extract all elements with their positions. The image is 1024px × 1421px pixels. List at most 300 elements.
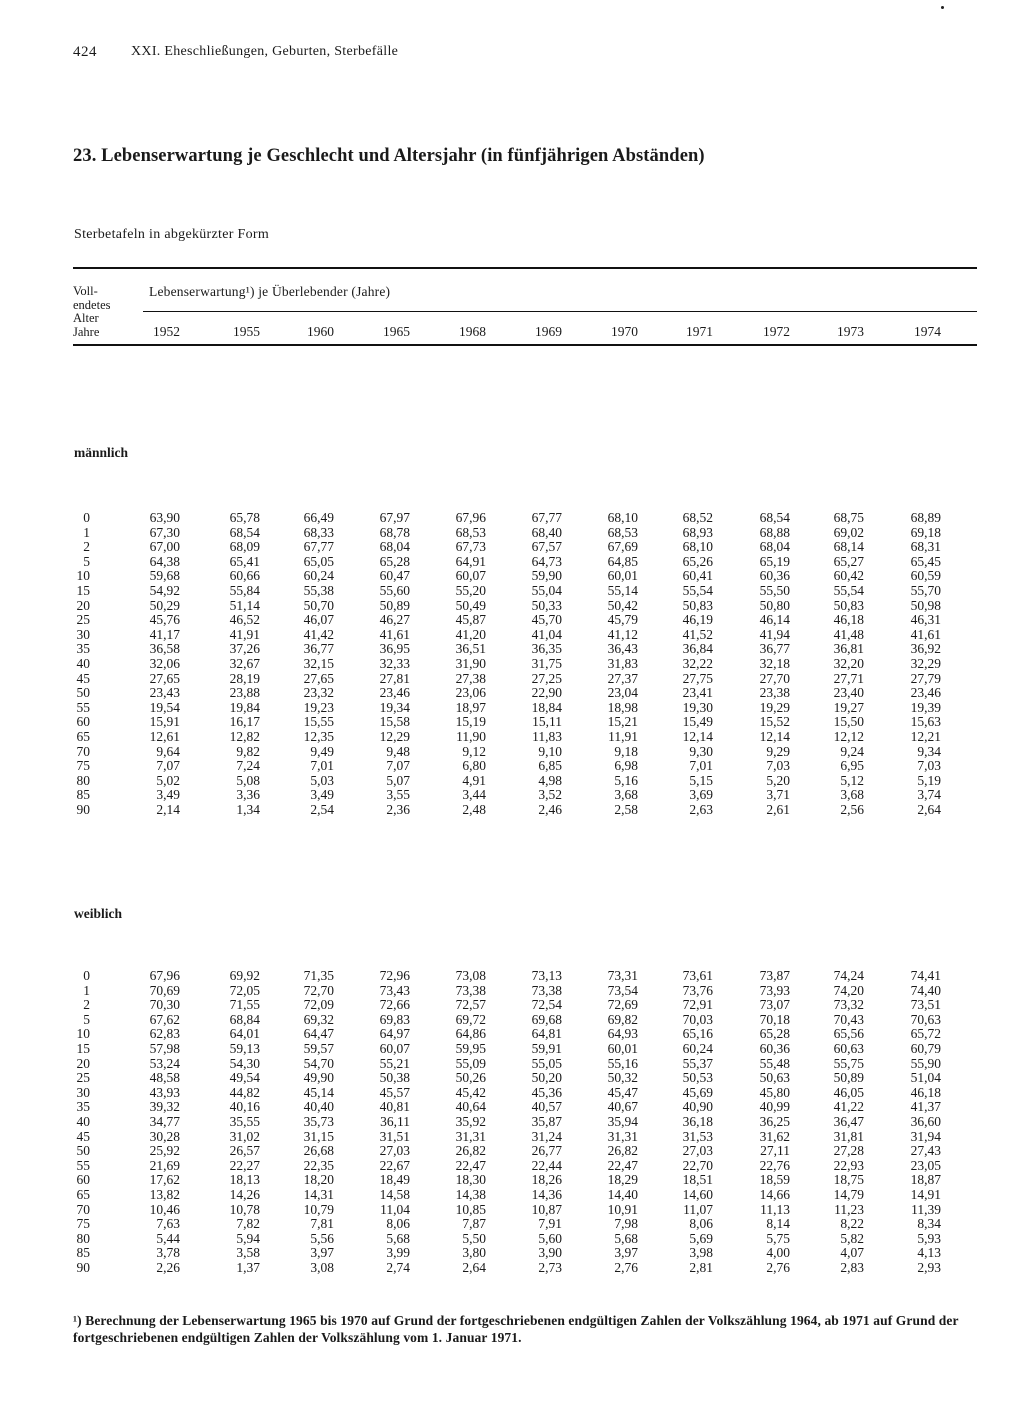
- value-cell: 60,01: [607, 568, 638, 584]
- value-cell: 59,13: [229, 1040, 260, 1056]
- value-cell: 45,79: [607, 612, 638, 628]
- column-group-head: Lebenserwartung¹) je Überlebender (Jahre): [149, 284, 391, 299]
- age-cell: 5: [83, 553, 90, 569]
- value-cell: 10,79: [303, 1201, 334, 1217]
- value-cell: 60,42: [833, 568, 864, 584]
- value-cell: 36,95: [379, 641, 410, 657]
- value-cell: 36,77: [759, 641, 790, 657]
- value-cell: 27,03: [682, 1143, 713, 1159]
- value-cell: 2,63: [689, 801, 713, 817]
- value-cell: 10,85: [455, 1201, 486, 1217]
- table-row: [0, 745, 1024, 760]
- table-row: [0, 569, 1024, 584]
- value-cell: 41,12: [607, 626, 638, 642]
- value-cell: 50,33: [531, 597, 562, 613]
- value-cell: 13,82: [149, 1186, 180, 1202]
- value-cell: 27,75: [682, 670, 713, 686]
- value-cell: 68,14: [833, 539, 864, 555]
- value-cell: 3,80: [462, 1245, 486, 1261]
- value-cell: 69,82: [607, 1011, 638, 1027]
- value-cell: 8,06: [386, 1216, 410, 1232]
- value-cell: 14,66: [759, 1186, 790, 1202]
- value-cell: 50,89: [379, 597, 410, 613]
- value-cell: 65,28: [379, 553, 410, 569]
- value-cell: 68,33: [303, 524, 334, 540]
- value-cell: 18,98: [607, 699, 638, 715]
- value-cell: 7,01: [310, 758, 334, 774]
- value-cell: 68,54: [229, 524, 260, 540]
- value-cell: 3,97: [310, 1245, 334, 1261]
- value-cell: 18,59: [759, 1172, 790, 1188]
- value-cell: 68,89: [910, 510, 941, 525]
- value-cell: 2,93: [917, 1259, 941, 1275]
- value-cell: 5,20: [766, 772, 790, 788]
- table-row: [0, 1027, 1024, 1042]
- value-cell: 55,20: [455, 582, 486, 598]
- value-cell: 9,49: [310, 743, 334, 759]
- value-cell: 2,73: [538, 1259, 562, 1275]
- value-cell: 12,14: [682, 728, 713, 744]
- value-cell: 22,27: [229, 1157, 260, 1173]
- value-cell: 72,57: [455, 997, 486, 1013]
- value-cell: 40,40: [303, 1099, 334, 1115]
- value-cell: 3,36: [236, 787, 260, 803]
- value-cell: 2,81: [689, 1259, 713, 1275]
- value-cell: 70,03: [682, 1011, 713, 1027]
- value-cell: 64,86: [455, 1026, 486, 1042]
- value-cell: 9,29: [766, 743, 790, 759]
- value-cell: 60,24: [303, 568, 334, 584]
- value-cell: 3,97: [614, 1245, 638, 1261]
- value-cell: 36,60: [910, 1113, 941, 1129]
- age-cell: 45: [76, 1128, 90, 1144]
- table-row: [0, 1057, 1024, 1072]
- age-cell: 2: [83, 997, 90, 1013]
- value-cell: 4,07: [840, 1245, 864, 1261]
- table-row: [0, 540, 1024, 555]
- value-cell: 65,56: [833, 1026, 864, 1042]
- table-header-rule: [143, 311, 977, 312]
- value-cell: 41,52: [682, 626, 713, 642]
- value-cell: 41,04: [531, 626, 562, 642]
- value-cell: 35,92: [455, 1113, 486, 1129]
- value-cell: 27,25: [531, 670, 562, 686]
- value-cell: 31,75: [531, 655, 562, 671]
- value-cell: 2,76: [766, 1259, 790, 1275]
- value-cell: 2,46: [538, 801, 562, 817]
- value-cell: 23,46: [910, 685, 941, 701]
- value-cell: 50,83: [833, 597, 864, 613]
- value-cell: 31,31: [607, 1128, 638, 1144]
- value-cell: 74,24: [833, 968, 864, 983]
- age-cell: 20: [76, 597, 90, 613]
- value-cell: 27,65: [149, 670, 180, 686]
- scan-speck: [941, 6, 944, 9]
- value-cell: 3,78: [156, 1245, 180, 1261]
- value-cell: 22,44: [531, 1157, 562, 1173]
- value-cell: 31,02: [229, 1128, 260, 1144]
- table-row: [0, 1100, 1024, 1115]
- value-cell: 5,75: [766, 1230, 790, 1246]
- value-cell: 5,69: [689, 1230, 713, 1246]
- year-header: 1968: [459, 324, 486, 339]
- value-cell: 46,18: [910, 1084, 941, 1100]
- value-cell: 23,41: [682, 685, 713, 701]
- value-cell: 3,52: [538, 787, 562, 803]
- value-cell: 65,78: [229, 510, 260, 525]
- value-cell: 50,32: [607, 1070, 638, 1086]
- value-cell: 14,36: [531, 1186, 562, 1202]
- value-cell: 23,88: [229, 685, 260, 701]
- value-cell: 55,21: [379, 1055, 410, 1071]
- age-cell: 60: [76, 714, 90, 730]
- table-row: [0, 984, 1024, 999]
- value-cell: 27,71: [833, 670, 864, 686]
- value-cell: 68,04: [759, 539, 790, 555]
- value-cell: 7,01: [689, 758, 713, 774]
- age-cell: 65: [76, 728, 90, 744]
- value-cell: 69,02: [833, 524, 864, 540]
- value-cell: 55,04: [531, 582, 562, 598]
- value-cell: 67,96: [149, 968, 180, 983]
- table-row: [0, 657, 1024, 672]
- value-cell: 27,37: [607, 670, 638, 686]
- value-cell: 11,90: [456, 728, 486, 744]
- value-cell: 50,63: [759, 1070, 790, 1086]
- value-cell: 1,34: [236, 801, 260, 817]
- value-cell: 19,27: [833, 699, 864, 715]
- age-cell: 90: [76, 1259, 90, 1275]
- value-cell: 19,23: [303, 699, 334, 715]
- value-cell: 69,18: [910, 524, 941, 540]
- year-header: 1960: [307, 324, 334, 339]
- value-cell: 73,61: [682, 968, 713, 983]
- value-cell: 8,34: [917, 1216, 941, 1232]
- value-cell: 72,70: [303, 982, 334, 998]
- year-header: 1969: [535, 324, 562, 339]
- value-cell: 11,04: [380, 1201, 410, 1217]
- value-cell: 18,87: [910, 1172, 941, 1188]
- value-cell: 5,68: [614, 1230, 638, 1246]
- value-cell: 6,85: [538, 758, 562, 774]
- value-cell: 3,55: [386, 787, 410, 803]
- value-cell: 11,83: [532, 728, 562, 744]
- table-top-rule: [73, 267, 977, 269]
- value-cell: 70,43: [833, 1011, 864, 1027]
- value-cell: 67,57: [531, 539, 562, 555]
- value-cell: 67,73: [455, 539, 486, 555]
- value-cell: 7,03: [766, 758, 790, 774]
- value-cell: 69,32: [303, 1011, 334, 1027]
- value-cell: 26,68: [303, 1143, 334, 1159]
- age-cell: 70: [76, 743, 90, 759]
- value-cell: 19,84: [229, 699, 260, 715]
- value-cell: 15,21: [607, 714, 638, 730]
- value-cell: 5,82: [840, 1230, 864, 1246]
- table-row: [0, 759, 1024, 774]
- value-cell: 36,51: [455, 641, 486, 657]
- value-cell: 27,70: [759, 670, 790, 686]
- value-cell: 35,87: [531, 1113, 562, 1129]
- value-cell: 60,79: [910, 1040, 941, 1056]
- value-cell: 8,22: [840, 1216, 864, 1232]
- value-cell: 35,94: [607, 1113, 638, 1129]
- table-row: [0, 672, 1024, 687]
- value-cell: 40,90: [682, 1099, 713, 1115]
- running-head: XXI. Eheschließungen, Geburten, Sterbefälle: [131, 44, 399, 59]
- year-header: 1955: [233, 324, 260, 339]
- value-cell: 62,83: [149, 1026, 180, 1042]
- value-cell: 67,77: [531, 510, 562, 525]
- value-cell: 69,68: [531, 1011, 562, 1027]
- value-cell: 7,81: [310, 1216, 334, 1232]
- value-cell: 36,35: [531, 641, 562, 657]
- table-row: [0, 701, 1024, 716]
- year-header: 1965: [383, 324, 410, 339]
- value-cell: 27,28: [833, 1143, 864, 1159]
- table-row: [0, 584, 1024, 599]
- value-cell: 53,24: [149, 1055, 180, 1071]
- value-cell: 11,13: [760, 1201, 790, 1217]
- table-row: [0, 511, 1024, 526]
- value-cell: 68,31: [910, 539, 941, 555]
- value-cell: 64,97: [379, 1026, 410, 1042]
- value-cell: 50,29: [149, 597, 180, 613]
- value-cell: 10,46: [149, 1201, 180, 1217]
- value-cell: 45,69: [682, 1084, 713, 1100]
- value-cell: 74,40: [910, 982, 941, 998]
- value-cell: 36,84: [682, 641, 713, 657]
- value-cell: 60,59: [910, 568, 941, 584]
- value-cell: 41,61: [910, 626, 941, 642]
- page-number: 424: [73, 44, 97, 60]
- value-cell: 68,78: [379, 524, 410, 540]
- value-cell: 19,54: [149, 699, 180, 715]
- table-row: [0, 715, 1024, 730]
- value-cell: 2,48: [462, 801, 486, 817]
- value-cell: 49,54: [229, 1070, 260, 1086]
- value-cell: 59,68: [149, 568, 180, 584]
- value-cell: 73,08: [455, 968, 486, 983]
- value-cell: 31,94: [910, 1128, 941, 1144]
- age-cell: 2: [83, 539, 90, 555]
- value-cell: 41,37: [910, 1099, 941, 1115]
- value-cell: 11,39: [911, 1201, 941, 1217]
- value-cell: 46,07: [303, 612, 334, 628]
- value-cell: 55,37: [682, 1055, 713, 1071]
- value-cell: 22,90: [531, 685, 562, 701]
- value-cell: 2,58: [614, 801, 638, 817]
- value-cell: 5,02: [156, 772, 180, 788]
- value-cell: 45,76: [149, 612, 180, 628]
- value-cell: 70,18: [759, 1011, 790, 1027]
- value-cell: 55,84: [229, 582, 260, 598]
- age-cell: 55: [76, 699, 90, 715]
- value-cell: 45,70: [531, 612, 562, 628]
- age-cell: 40: [76, 1113, 90, 1129]
- value-cell: 28,19: [229, 670, 260, 686]
- value-cell: 73,38: [531, 982, 562, 998]
- value-cell: 55,54: [833, 582, 864, 598]
- value-cell: 55,90: [910, 1055, 941, 1071]
- value-cell: 9,18: [614, 743, 638, 759]
- value-cell: 23,32: [303, 685, 334, 701]
- value-cell: 63,90: [149, 510, 180, 525]
- value-cell: 50,38: [379, 1070, 410, 1086]
- value-cell: 72,91: [682, 997, 713, 1013]
- value-cell: 31,90: [455, 655, 486, 671]
- value-cell: 35,73: [303, 1113, 334, 1129]
- value-cell: 60,41: [682, 568, 713, 584]
- value-cell: 68,52: [682, 510, 713, 525]
- table-title: 23. Lebenserwartung je Geschlecht und Altersjahr (in fünfjährigen Abständen): [73, 146, 705, 166]
- value-cell: 14,26: [229, 1186, 260, 1202]
- value-cell: 5,44: [156, 1230, 180, 1246]
- value-cell: 32,29: [910, 655, 941, 671]
- value-cell: 73,54: [607, 982, 638, 998]
- table-row: [0, 774, 1024, 789]
- year-header: 1972: [763, 324, 790, 339]
- value-cell: 7,87: [462, 1216, 486, 1232]
- value-cell: 40,57: [531, 1099, 562, 1115]
- value-cell: 18,26: [531, 1172, 562, 1188]
- value-cell: 60,24: [682, 1040, 713, 1056]
- footnote: ¹) Berechnung der Lebenserwartung 1965 bis 1970 auf Grund der fortgeschriebenen endgültigen Zahlen der Volkszählung 1964, ab 1971 auf Grund der fortgeschriebenen endgültigen Zahlen der Volkszählung vom 1. Januar 1971.: [73, 1313, 959, 1345]
- value-cell: 36,25: [759, 1113, 790, 1129]
- table-row: [0, 969, 1024, 984]
- value-cell: 18,84: [531, 699, 562, 715]
- value-cell: 6,80: [462, 758, 486, 774]
- value-cell: 23,40: [833, 685, 864, 701]
- value-cell: 12,82: [229, 728, 260, 744]
- age-cell: 15: [76, 582, 90, 598]
- stub-head-line: Voll-: [73, 284, 98, 298]
- value-cell: 34,77: [149, 1113, 180, 1129]
- value-cell: 3,58: [236, 1245, 260, 1261]
- value-cell: 2,74: [386, 1259, 410, 1275]
- stub-head: [73, 285, 110, 339]
- value-cell: 73,93: [759, 982, 790, 998]
- value-cell: 67,30: [149, 524, 180, 540]
- value-cell: 3,90: [538, 1245, 562, 1261]
- value-cell: 3,71: [766, 787, 790, 803]
- age-cell: 5: [83, 1011, 90, 1027]
- value-cell: 5,60: [538, 1230, 562, 1246]
- value-cell: 2,54: [310, 801, 334, 817]
- value-cell: 73,38: [455, 982, 486, 998]
- table-row: [0, 642, 1024, 657]
- value-cell: 49,90: [303, 1070, 334, 1086]
- value-cell: 48,58: [149, 1070, 180, 1086]
- value-cell: 46,31: [910, 612, 941, 628]
- table-subtitle: Sterbetafeln in abgekürzter Form: [74, 227, 270, 242]
- value-cell: 12,35: [303, 728, 334, 744]
- table-row: [0, 1086, 1024, 1101]
- value-cell: 7,91: [538, 1216, 562, 1232]
- value-cell: 60,66: [229, 568, 260, 584]
- value-cell: 27,65: [303, 670, 334, 686]
- value-cell: 16,17: [229, 714, 260, 730]
- value-cell: 32,33: [379, 655, 410, 671]
- age-cell: 60: [76, 1172, 90, 1188]
- value-cell: 45,87: [455, 612, 486, 628]
- value-cell: 23,06: [455, 685, 486, 701]
- value-cell: 3,74: [917, 787, 941, 803]
- value-cell: 50,98: [910, 597, 941, 613]
- value-cell: 22,67: [379, 1157, 410, 1173]
- value-cell: 60,47: [379, 568, 410, 584]
- value-cell: 15,19: [455, 714, 486, 730]
- value-cell: 68,53: [455, 524, 486, 540]
- value-cell: 60,07: [455, 568, 486, 584]
- value-cell: 18,75: [833, 1172, 864, 1188]
- value-cell: 41,61: [379, 626, 410, 642]
- value-cell: 3,99: [386, 1245, 410, 1261]
- value-cell: 41,22: [833, 1099, 864, 1115]
- value-cell: 12,61: [149, 728, 180, 744]
- age-cell: 20: [76, 1055, 90, 1071]
- value-cell: 73,31: [607, 968, 638, 983]
- value-cell: 68,88: [759, 524, 790, 540]
- section-label-male: männlich: [74, 445, 129, 460]
- value-cell: 72,09: [303, 997, 334, 1013]
- value-cell: 39,32: [149, 1099, 180, 1115]
- male-data-block: [0, 511, 1024, 817]
- table-row: [0, 1159, 1024, 1174]
- value-cell: 40,99: [759, 1099, 790, 1115]
- value-cell: 3,68: [614, 787, 638, 803]
- table-row: [0, 686, 1024, 701]
- value-cell: 19,34: [379, 699, 410, 715]
- value-cell: 6,98: [614, 758, 638, 774]
- year-header: 1974: [914, 324, 941, 339]
- value-cell: 5,56: [310, 1230, 334, 1246]
- value-cell: 9,10: [538, 743, 562, 759]
- value-cell: 11,07: [683, 1201, 713, 1217]
- value-cell: 40,64: [455, 1099, 486, 1115]
- value-cell: 68,10: [607, 510, 638, 525]
- value-cell: 55,38: [303, 582, 334, 598]
- value-cell: 36,58: [149, 641, 180, 657]
- table-row: [0, 1042, 1024, 1057]
- year-header: 1971: [686, 324, 713, 339]
- value-cell: 60,63: [833, 1040, 864, 1056]
- value-cell: 14,58: [379, 1186, 410, 1202]
- value-cell: 41,20: [455, 626, 486, 642]
- value-cell: 71,35: [303, 968, 334, 983]
- value-cell: 18,29: [607, 1172, 638, 1188]
- value-cell: 6,95: [840, 758, 864, 774]
- age-cell: 25: [76, 1070, 90, 1086]
- value-cell: 5,07: [386, 772, 410, 788]
- value-cell: 45,14: [303, 1084, 334, 1100]
- table-row: [0, 1144, 1024, 1159]
- value-cell: 51,04: [910, 1070, 941, 1086]
- age-cell: 75: [76, 1216, 90, 1232]
- value-cell: 64,93: [607, 1026, 638, 1042]
- value-cell: 23,43: [149, 685, 180, 701]
- value-cell: 4,00: [766, 1245, 790, 1261]
- value-cell: 18,30: [455, 1172, 486, 1188]
- value-cell: 36,43: [607, 641, 638, 657]
- value-cell: 68,10: [682, 539, 713, 555]
- table-row: [0, 1115, 1024, 1130]
- value-cell: 57,98: [149, 1040, 180, 1056]
- value-cell: 2,76: [614, 1259, 638, 1275]
- value-cell: 64,38: [149, 553, 180, 569]
- value-cell: 2,61: [766, 801, 790, 817]
- value-cell: 65,16: [682, 1026, 713, 1042]
